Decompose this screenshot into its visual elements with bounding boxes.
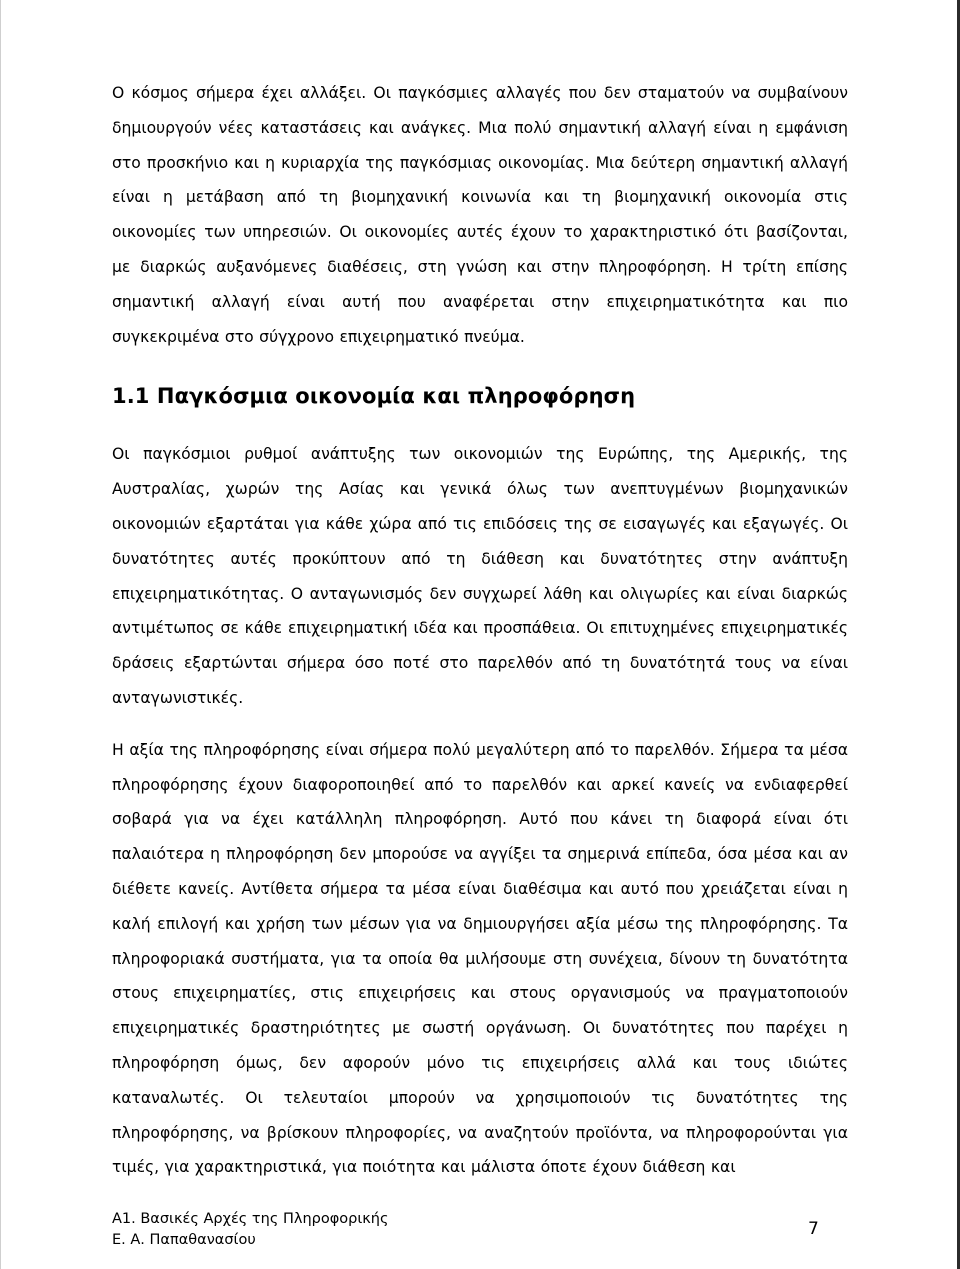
page-footer bbox=[112, 1209, 389, 1251]
footer-author: Ε. Α. Παπαθανασίου bbox=[112, 1232, 256, 1248]
document-body bbox=[112, 76, 848, 1185]
footer-course-title: Α1. Βασικές Αρχές της Πληροφορικής bbox=[112, 1211, 389, 1227]
page-number: 7 bbox=[808, 1219, 819, 1239]
section-paragraph-1: Οι παγκόσμιοι ρυθμοί ανάπτυξης των οικονομιών της Ευρώπης, της Αμερικής, της Αυστραλίας, χωρών της Ασίας και γενικά όλως των ανεπτυγμένων βιομηχανικών οικονομιών εξαρτάται για κάθε χώρα από τις επιδόσεις της σε εισαγωγές και εξαγωγές. Οι δυνατότητες αυτές προκύπτουν από τη διάθεση και δυνατότητες στην ανάπτυξη επιχειρηματικότητας. Ο ανταγωνισμός δεν συγχωρεί λάθη και ολιγωρίες και είναι διαρκώς αντιμέτωπος σε κάθε επιχειρηματική ιδέα και προσπάθεια. Οι επιτυχημένες επιχειρηματικές δράσεις εξαρτώνται σήμερα όσο ποτέ στο παρελθόν από τη δυνατότητά τους να είναι ανταγωνιστικές. bbox=[112, 445, 848, 707]
intro-paragraph: Ο κόσμος σήμερα έχει αλλάξει. Οι παγκόσμιες αλλαγές που δεν σταματούν να συμβαίνουν δημιουργούν νέες καταστάσεις και ανάγκες. Μια πολύ σημαντική αλλαγή είναι η εμφάνιση στο προσκήνιο και η κυριαρχία της παγκόσμιας οικονομίας. Μια δεύτερη σημαντική αλλαγή είναι η μετάβαση από τη βιομηχανική κοινωνία και τη βιομηχανική οικονομία στις οικονομίες των υπηρεσιών. Οι οικονομίες αυτές έχουν το χαρακτηριστικό ότι βασίζονται, με διαρκώς αυξανόμενες διαθέσεις, στη γνώση και στην πληροφόρηση. Η τρίτη επίσης σημαντική αλλαγή είναι αυτή που αναφέρεται στην επιχειρηματικότητα και πιο συγκεκριμένα στο σύγχρονο επιχειρηματικό πνεύμα. bbox=[112, 84, 848, 346]
section-heading: 1.1 Παγκόσμια οικονομία και πληροφόρηση bbox=[112, 384, 636, 409]
section-paragraph-2: Η αξία της πληροφόρησης είναι σήμερα πολύ μεγαλύτερη από το παρελθόν. Σήμερα τα μέσα πληροφόρησης έχουν διαφοροποιηθεί από το παρελθόν και αρκεί κανείς να ενδιαφερθεί σοβαρά για να έχει κατάλληλη πληροφόρηση. Αυτό που κάνει τη διαφορά είναι ότι παλαιότερα η πληροφόρηση δεν μπορούσε να αγγίξει τα σημερινά επίπεδα, όσα μέσα και αν διέθετε κανείς. Αντίθετα σήμερα τα μέσα είναι διαθέσιμα και αυτό που χρειάζεται είναι η καλή επιλογή και χρήση των μέσων για να δημιουργήσει αξία μέσω της πληροφόρησης. Τα πληροφοριακά συστήματα, για τα οποία θα μιλήσουμε στη συνέχεια, δίνουν τη δυνατότητα στους επιχειρηματίες, στις επιχειρήσεις και στους οργανισμούς να πραγματοποιούν επιχειρηματικές δραστηριότητες με σωστή οργάνωση. Οι δυνατότητες που παρέχει η πληροφόρηση όμως, δεν αφορούν μόνο τις επιχειρήσεις αλλά και τους ιδιώτες καταναλωτές. Οι τελευταίοι μπορούν να χρησιμοποιούν τις δυνατότητες της πληροφόρησης, να βρίσκουν πληροφορίες, να αναζητούν προϊόντα, να πληροφορούνται για τιμές, για χαρακτηριστικά, για ποιότητα και μάλιστα όποτε έχουν διάθεση και bbox=[112, 740, 848, 1177]
page-edge-left bbox=[0, 0, 1, 1269]
